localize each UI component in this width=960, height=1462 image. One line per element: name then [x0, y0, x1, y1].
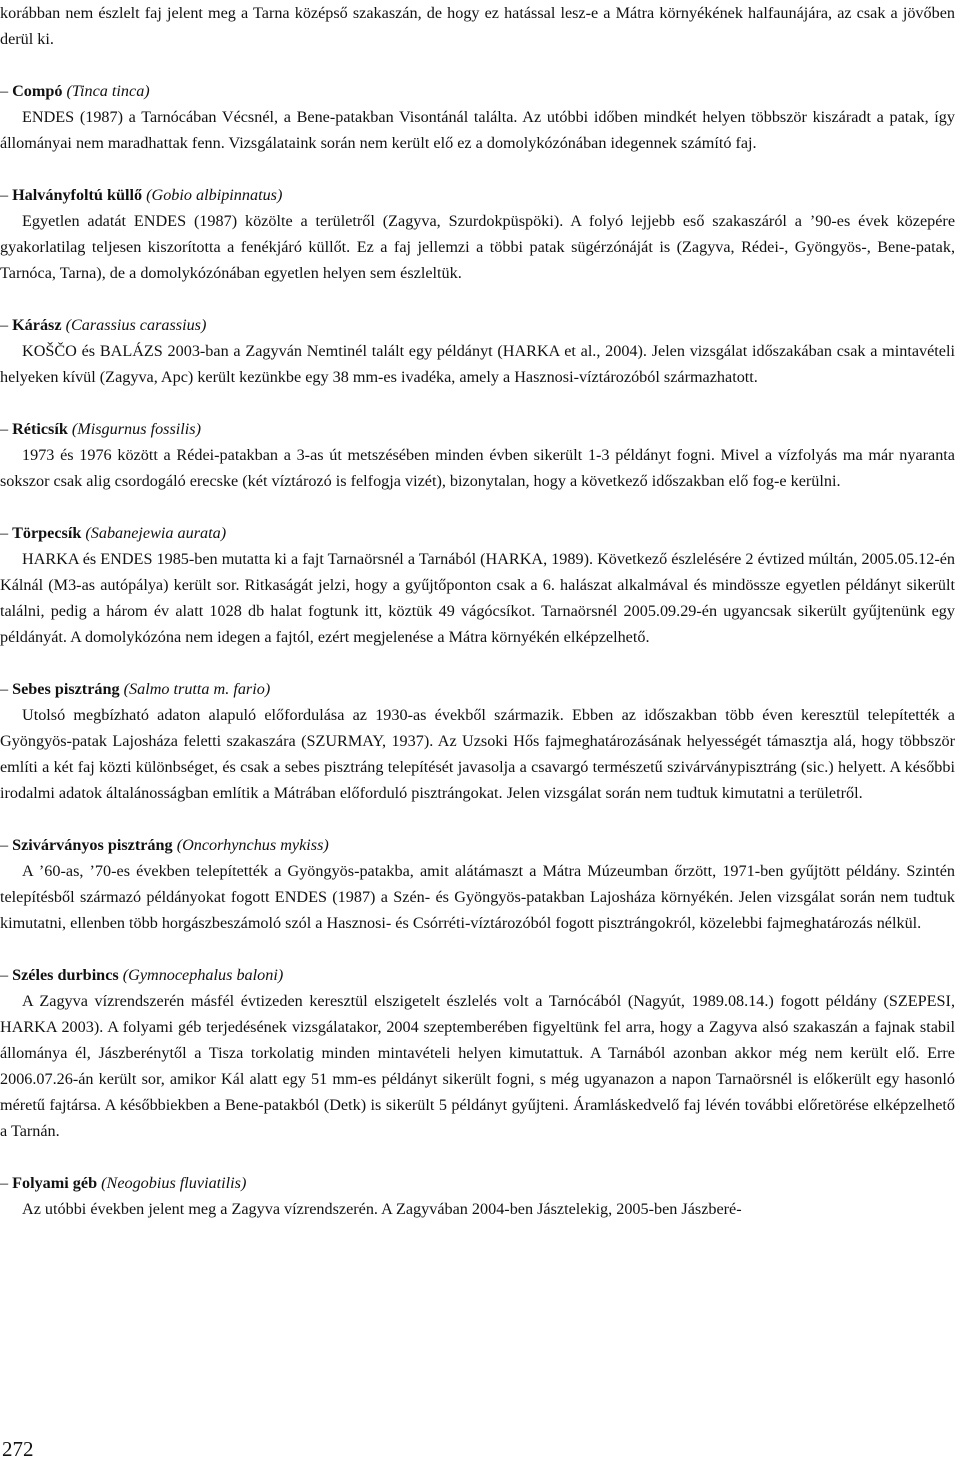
species-description: A Zagyva vízrendszerén másfél évtizeden keresztül elszigetelt észlelés volt a Tarnócából (Nagyút, 1989.08.14.) fogott példány (SZEPESI, HARKA 2003). A folyami géb terjedésének vizsgálatakor, 2004 szeptemberében figyeltünk fel arra, hogy a Zagyva alsó szakaszán a fajnak stabil állománya él, Jászberénytől a Tisza torkolatig minden mintavételi helyen kimutattuk. A Tarnából azonban akkor még nem került elő. Erre 2006.07.26-án került sor, amikor Kál alatt egy 51 mm-es példányt sikerült fogni, s még ugyanazon a napon Tarnaörsnél is előkerült egy hasonló méretű fajtársa. A későbbiekben a Bene-patakból (Detk) is sikerült 5 példányt gyűjteni. Áramláskedvelő faj lévén további előretörése elképzelhető a Tarnán. — [0, 992, 955, 1140]
species-entry-karasz — [0, 312, 955, 390]
species-latin-name: (Carassius carassius) — [65, 316, 207, 334]
page-number: 272 — [2, 1437, 34, 1461]
dash: – — [0, 680, 9, 698]
species-entry-halvanyfoltu-kullo — [0, 182, 955, 286]
species-description: 1973 és 1976 között a Rédei-patakban a 3-as út metszésében minden évben sikerült 1-3 példányt fogni. Mivel a vízfolyás ma már nyaranta sokszor csak alig csordogáló erecske (két víztározó is felfogja vizét), bizonytalan, hogy a következő időszakban elő fog-e kerülni. — [0, 446, 955, 490]
species-latin-name: (Gymnocephalus baloni) — [122, 966, 284, 984]
species-name: Széles durbincs — [12, 966, 119, 984]
species-heading — [0, 520, 955, 546]
species-heading — [0, 182, 955, 208]
species-name: Sebes pisztráng — [12, 680, 120, 698]
species-description: Egyetlen adatát ENDES (1987) közölte a területről (Zagyva, Szurdokpüspöki). A folyó lejjebb eső szakaszáról a ’90-es évek közepére gyakorlatilag teljesen kiszorította a fenékjáró küllőt. Ez a faj jellemzi a többi patak sügérzónáját is (Zagyva, Rédei-, Gyöngyös-, Bene-patak, Tarnóca, Tarna), de a domolykózónában egyetlen helyen sem észleltük. — [0, 212, 955, 282]
species-heading — [0, 676, 955, 702]
species-latin-name: (Misgurnus fossilis) — [71, 420, 201, 438]
species-entry-szivarvanyos-pisztrang — [0, 832, 955, 936]
species-description: HARKA és ENDES 1985-ben mutatta ki a fajt Tarnaörsnél a Tarnából (HARKA, 1989). Következő észlelésére 2 évtized múltán, 2005.05.12-én Kálnál (M3-as autópálya) került sor. Ritkaságát jelzi, hogy a gyűjtőponton csak a 6. halászat alkalmával és mindössze egyetlen példányt sikerült találni, pedig a három év alatt 1028 db halat fogtunk itt, köztük 49 vágócsíkot. Tarnaörsnél 2005.09.29-én ugyancsak sikerült gyűjtenünk egy példányát. A domolykózóna nem idegen a fajtól, ezért megjelenése a Mátra környékén elképzelhető. — [0, 550, 955, 646]
species-latin-name: (Tinca tinca) — [66, 82, 150, 100]
species-name: Compó — [12, 82, 63, 100]
dash: – — [0, 966, 9, 984]
species-latin-name: (Sabanejewia aurata) — [85, 524, 227, 542]
dash: – — [0, 524, 9, 542]
species-description: ENDES (1987) a Tarnócában Vécsnél, a Bene-patakban Visontánál találta. Az utóbbi időben mindkét helyen többször kiszáradt a patak, így állományai nem maradhattak fenn. Vizsgálataink során nem került elő ez a domolykózónában idegennek számító faj. — [0, 108, 955, 152]
species-entry-folyami-geb — [0, 1170, 955, 1222]
species-name: Réticsík — [12, 420, 68, 438]
species-heading — [0, 832, 955, 858]
dash: – — [0, 1174, 9, 1192]
species-entry-compo — [0, 78, 955, 156]
species-description: Az utóbbi években jelent meg a Zagyva vízrendszerén. A Zagyvában 2004-ben Jásztelekig, 2005-ben Jászberé- — [22, 1200, 742, 1218]
species-heading — [0, 1170, 955, 1196]
species-name: Halványfoltú küllő — [12, 186, 143, 204]
species-name: Kárász — [12, 316, 62, 334]
species-latin-name: (Oncorhynchus mykiss) — [176, 836, 329, 854]
species-description: A ’60-as, ’70-es években telepítették a Gyöngyös-patakba, amit alátámaszt a Mátra Múzeumban őrzött, 1971-ben gyűjtött példány. Szintén telepítésből származó példányokat fogott ENDES (1987) a Szén- és Gyöngyös-patakban Lajosháza környékén. Jelen vizsgálat során nem tudtuk kimutatni, ellenben több horgászbeszámoló szól a Hasznosi- és Csórréti-víztározóból fogott pisztrángokról, közelebbi fajmeghatározás nélkül. — [0, 862, 955, 932]
species-latin-name: (Salmo trutta m. fario) — [123, 680, 271, 698]
dash: – — [0, 82, 9, 100]
species-heading — [0, 962, 955, 988]
species-description: KOŠČO és BALÁZS 2003-ban a Zagyván Nemtinél talált egy példányt (HARKA et al., 2004). Jelen vizsgálat időszakában csak a mintavételi helyeken kívül (Zagyva, Apc) került kezünkbe egy 38 mm-es ivadéka, amely a Hasznosi-víztározóból származhatott. — [0, 342, 955, 386]
species-entry-torpecsik — [0, 520, 955, 650]
species-description: Utolsó megbízható adaton alapuló előfordulása az 1930-as évekből származik. Ebben az időszakban több éven keresztül telepítették a Gyöngyös-patak Lajosháza feletti szakaszára (SZURMAY, 1937). Az Uzsoki Hős fajmeghatározásának helyességét támasztja alá, hogy többször említi a két faj közti különbséget, és csak a sebes pisztráng telepítését javasolja a csavargó természetű szivárványpisztráng (sic.) helyett. A későbbi irodalmi adatok általánosságban említik a Mátrában előforduló pisztrángokat. Jelen vizsgálat során nem tudtuk kimutatni a területről. — [0, 706, 955, 802]
dash: – — [0, 420, 9, 438]
dash: – — [0, 186, 9, 204]
species-heading — [0, 78, 955, 104]
species-name: Szivárványos pisztráng — [12, 836, 173, 854]
species-name: Folyami géb — [12, 1174, 98, 1192]
species-entry-szeles-durbincs — [0, 962, 955, 1144]
species-latin-name: (Gobio albipinnatus) — [146, 186, 283, 204]
species-latin-name: (Neogobius fluviatilis) — [101, 1174, 247, 1192]
intro-paragraph: korábban nem észlelt faj jelent meg a Tarna középső szakaszán, de hogy ez hatással lesz-e a Mátra környékének halfaunájára, az csak a jövőben derül ki. — [0, 4, 955, 48]
species-entry-reticsik — [0, 416, 955, 494]
species-entry-sebes-pisztrang — [0, 676, 955, 806]
dash: – — [0, 836, 9, 854]
species-heading — [0, 416, 955, 442]
dash: – — [0, 316, 9, 334]
species-heading — [0, 312, 955, 338]
species-name: Törpecsík — [12, 524, 82, 542]
